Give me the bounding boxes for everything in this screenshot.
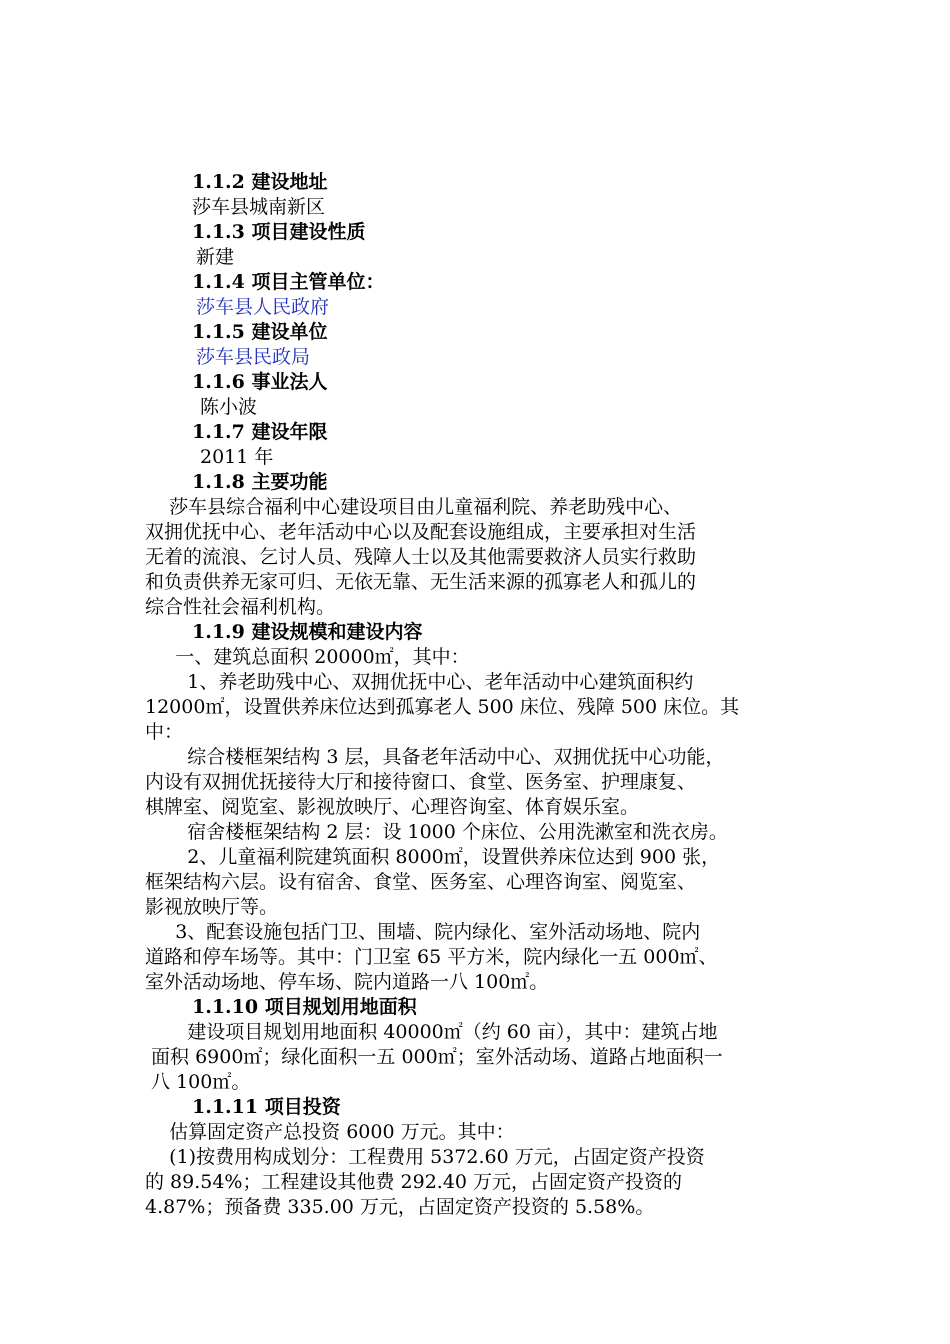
text-line: 估算固定资产总投资 6000 万元。其中： bbox=[145, 1121, 515, 1143]
text-line: 面积 6900㎡；绿化面积一五 000㎡；室外活动场、道路占地面积一 bbox=[145, 1046, 723, 1068]
heading-1-1-7: 1.1.7 建设年限 bbox=[192, 421, 328, 443]
heading-1-1-9: 1.1.9 建设规模和建设内容 bbox=[192, 621, 423, 643]
heading-1-1-11: 1.1.11 项目投资 bbox=[192, 1096, 341, 1118]
text-line: 莎车县综合福利中心建设项目由儿童福利院、养老助残中心、 bbox=[145, 496, 683, 518]
text-line: 双拥优抚中心、老年活动中心以及配套设施组成，主要承担对生活 bbox=[145, 521, 697, 543]
heading-1-1-8: 1.1.8 主要功能 bbox=[192, 471, 328, 493]
text-line: 2、儿童福利院建筑面积 8000㎡，设置供养床位达到 900 张， bbox=[145, 846, 721, 868]
heading-1-1-10: 1.1.10 项目规划用地面积 bbox=[192, 996, 417, 1018]
text-line: 和负责供养无家可归、无依无靠、无生活来源的孤寡老人和孤儿的 bbox=[145, 571, 697, 593]
text-line: 3、配套设施包括门卫、围墙、院内绿化、室外活动场地、院内 bbox=[145, 921, 701, 943]
heading-1-1-6: 1.1.6 事业法人 bbox=[192, 371, 328, 393]
text-line: 框架结构六层。设有宿舍、食堂、医务室、心理咨询室、阅览室、 bbox=[145, 871, 697, 893]
heading-1-1-3: 1.1.3 项目建设性质 bbox=[192, 221, 366, 243]
text-line: 4.87%；预备费 335.00 万元，占固定资产投资的 5.58%。 bbox=[145, 1196, 655, 1218]
text-line: 宿舍楼框架结构 2 层：设 1000 个床位、公用洗漱室和洗衣房。 bbox=[145, 821, 728, 843]
text-line: (1)按费用构成划分：工程费用 5372.60 万元，占固定资产投资 bbox=[145, 1146, 705, 1168]
text-line: 室外活动场地、停车场、院内道路一八 100㎡。 bbox=[145, 971, 549, 993]
text-line: 棋牌室、阅览室、影视放映厅、心理咨询室、体育娱乐室。 bbox=[145, 796, 640, 818]
text-line: 内设有双拥优抚接待大厅和接待窗口、食堂、医务室、护理康复、 bbox=[145, 771, 697, 793]
legal-person: 陈小波 bbox=[200, 396, 258, 418]
construction-address: 莎车县城南新区 bbox=[192, 196, 326, 218]
text-line: 中： bbox=[145, 721, 184, 743]
heading-1-1-5: 1.1.5 建设单位 bbox=[192, 321, 328, 343]
text-line: 1、养老助残中心、双拥优抚中心、老年活动中心建筑面积约 bbox=[145, 671, 694, 693]
text-line: 一、建筑总面积 20000㎡，其中： bbox=[145, 646, 470, 668]
text-line: 八 100㎡。 bbox=[145, 1071, 251, 1093]
text-line: 综合性社会福利机构。 bbox=[145, 596, 336, 618]
text-line: 无着的流浪、乞讨人员、残障人士以及其他需要救济人员实行救助 bbox=[145, 546, 697, 568]
construction-unit: 莎车县民政局 bbox=[196, 346, 311, 368]
heading-1-1-2: 1.1.2 建设地址 bbox=[192, 171, 328, 193]
supervising-unit: 莎车县人民政府 bbox=[196, 296, 330, 318]
construction-period: 2011 年 bbox=[200, 446, 274, 468]
text-line: 影视放映厅等。 bbox=[145, 896, 279, 918]
text-line: 综合楼框架结构 3 层，具备老年活动中心、双拥优抚中心功能， bbox=[145, 746, 725, 768]
text-line: 建设项目规划用地面积 40000㎡（约 60 亩），其中：建筑占地 bbox=[145, 1021, 718, 1043]
text-line: 道路和停车场等。其中：门卫室 65 平方米，院内绿化一五 000㎡、 bbox=[145, 946, 718, 968]
construction-nature: 新建 bbox=[196, 246, 235, 268]
heading-1-1-4: 1.1.4 项目主管单位： bbox=[192, 271, 385, 293]
text-line: 的 89.54%；工程建设其他费 292.40 万元，占固定资产投资的 bbox=[145, 1171, 683, 1193]
text-line: 12000㎡，设置供养床位达到孤寡老人 500 床位、残障 500 床位。其 bbox=[145, 696, 740, 718]
